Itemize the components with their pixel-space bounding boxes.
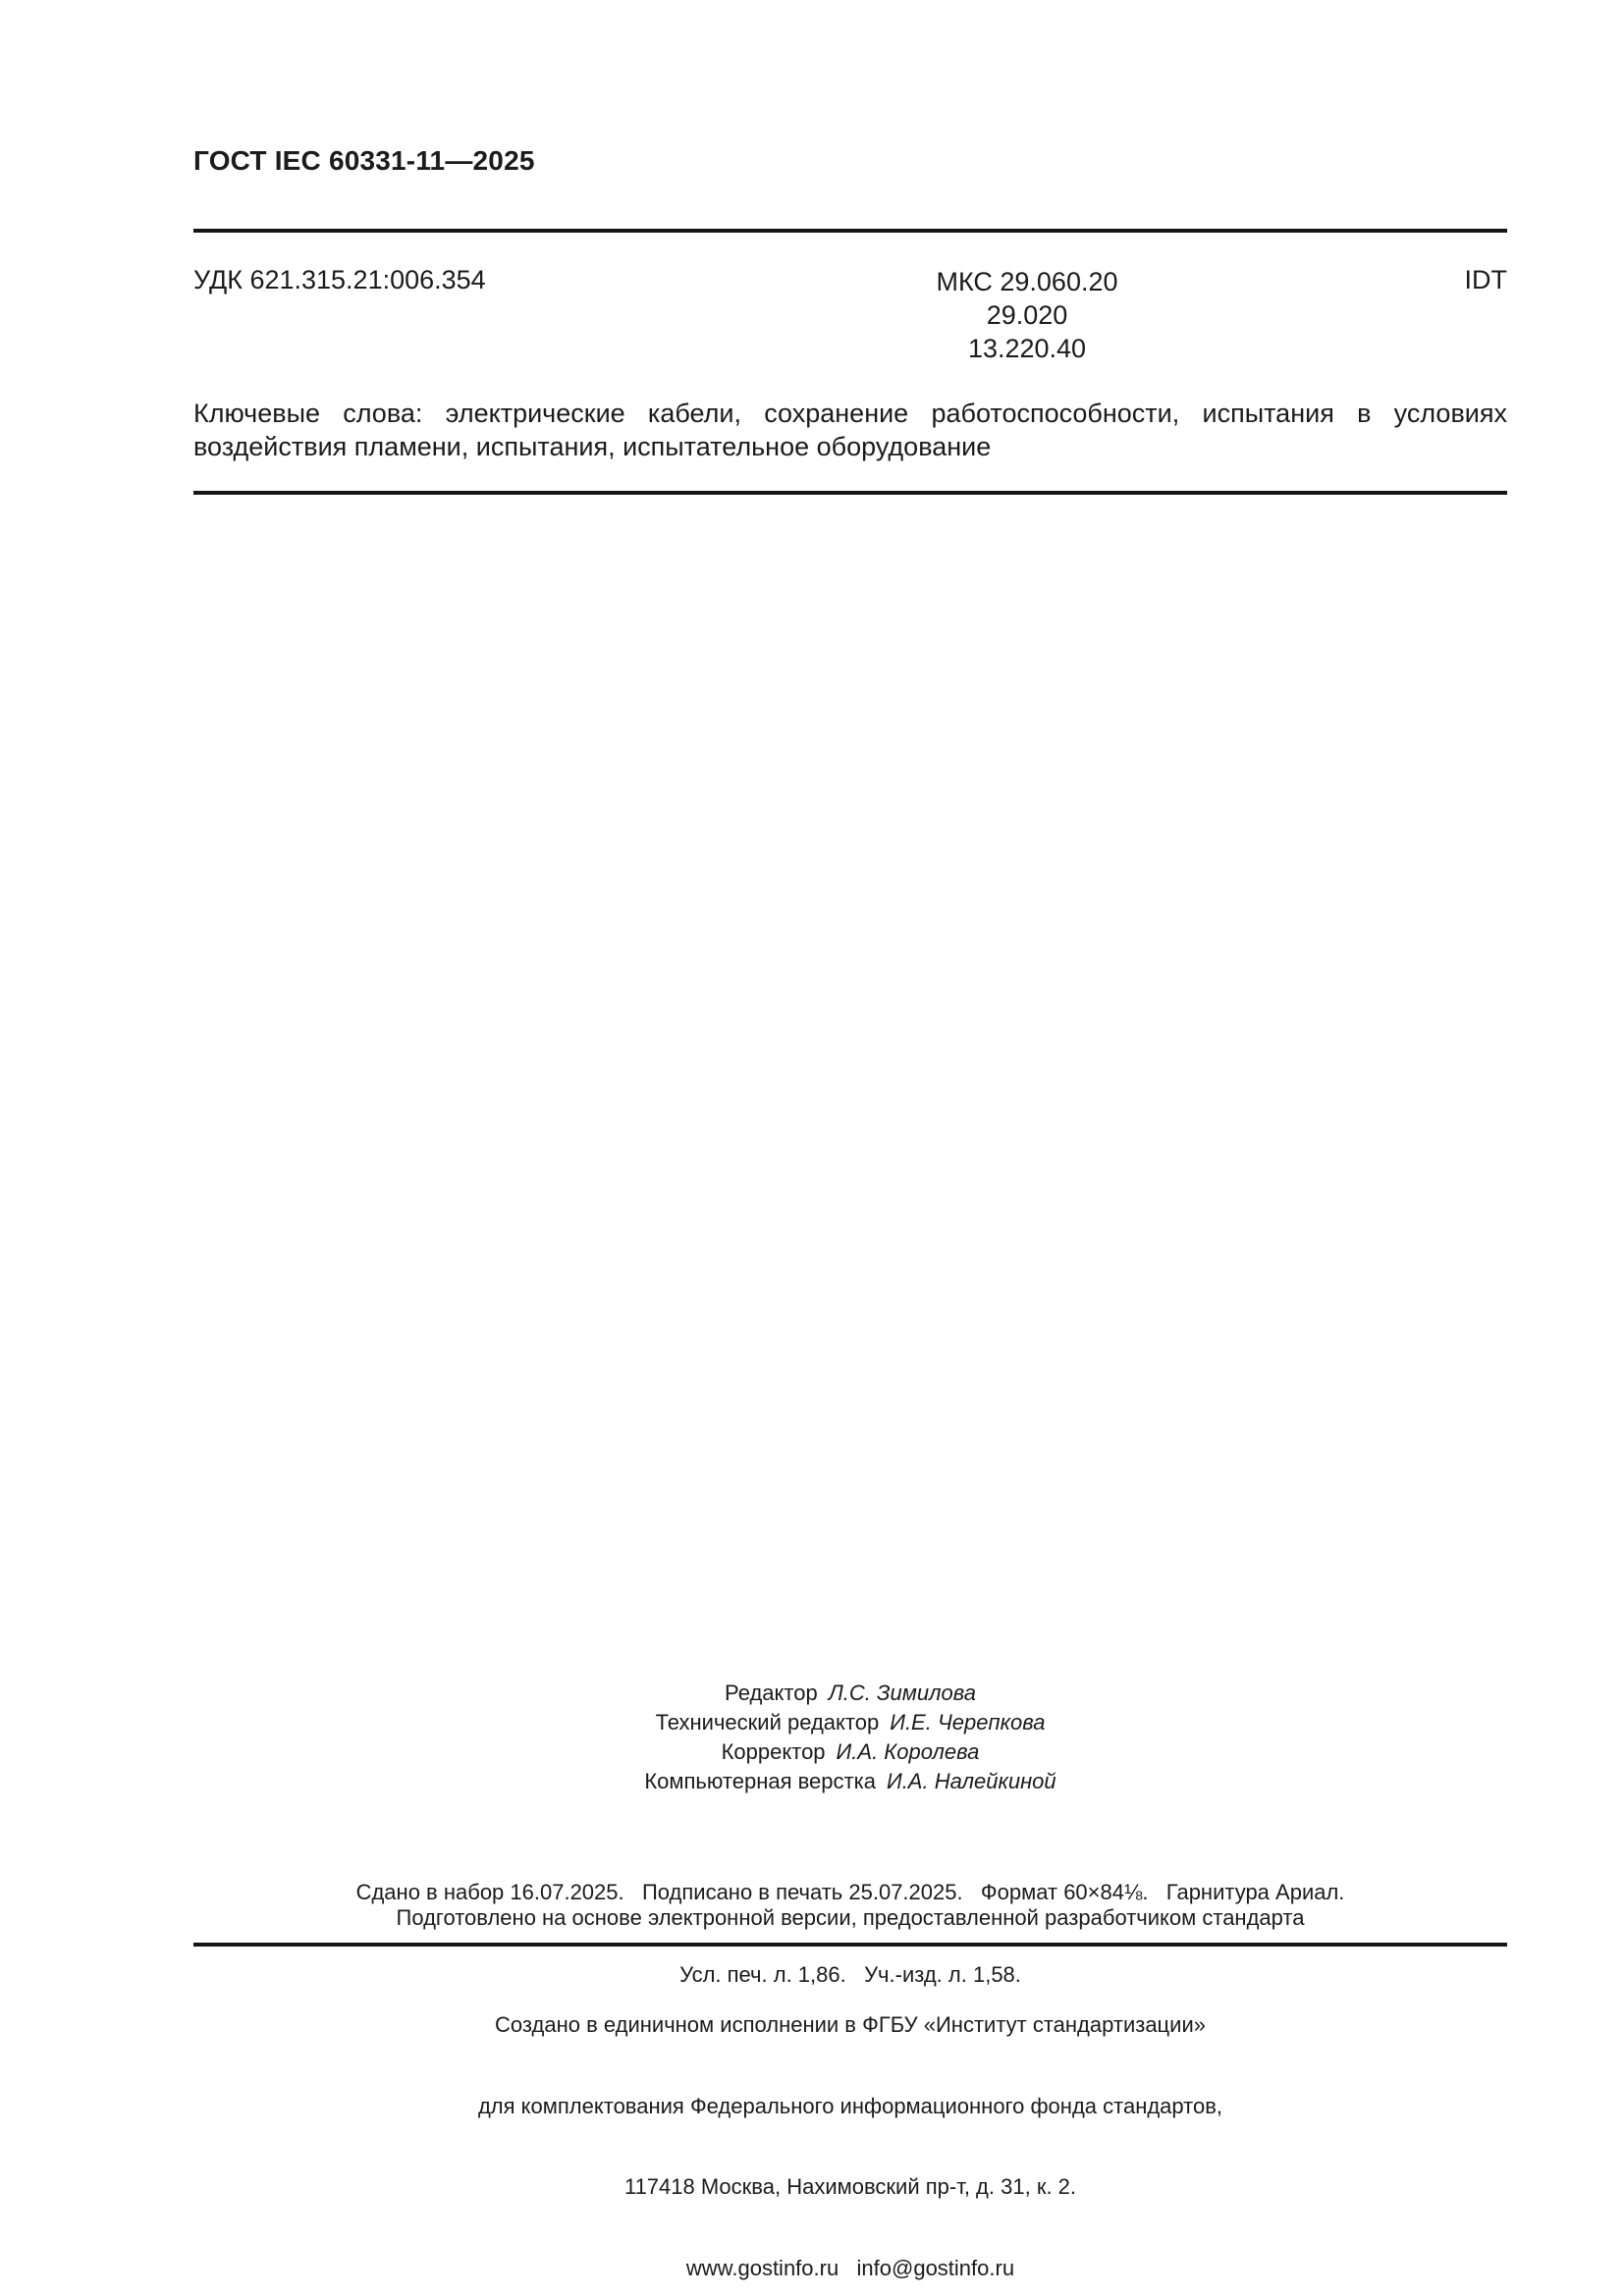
header-divider [193, 229, 1507, 233]
staff-role: Компьютерная верстка [644, 1769, 876, 1793]
mks-codes [880, 265, 1174, 365]
staff-name: Л.С. Зимилова [828, 1681, 976, 1705]
udc-code: УДК 621.315.21:006.354 [193, 265, 486, 294]
staff-line [193, 1737, 1507, 1767]
imprint-line: Сдано в набор 16.07.2025. Подписано в печать 25.07.2025. Формат 60×84⅛. Гарнитура Ариал. [355, 1880, 1345, 1904]
publisher-info [193, 1957, 1507, 2296]
staff-role: Корректор [721, 1739, 826, 1764]
staff-name: И.А. Налейкиной [886, 1769, 1056, 1793]
staff-name: И.А. Королева [836, 1739, 980, 1764]
keywords-divider [193, 491, 1507, 495]
prepared-note: Подготовлено на основе электронной версии, предоставленной разработчиком стандарта [396, 1905, 1305, 1930]
publisher-line: Создано в единичном исполнении в ФГБУ «Институт стандартизации» [495, 2012, 1206, 2037]
doc-code-header: ГОСТ IEC 60331-11—2025 [193, 145, 535, 176]
mks-line: МКС 29.060.20 [936, 267, 1118, 296]
staff-name: И.Е. Черепкова [890, 1710, 1046, 1735]
publisher-line: для комплектования Федерального информационного фонда стандартов, [477, 2093, 1223, 2118]
mks-line: 13.220.40 [967, 334, 1087, 363]
footer-divider [193, 1943, 1507, 1947]
editorial-staff [193, 1679, 1507, 1796]
keywords-line: Ключевые слова: электрические кабели, сохранение работоспособности, испытания в условиях [193, 399, 1507, 428]
staff-role: Редактор [725, 1681, 818, 1705]
mks-line: 29.020 [986, 300, 1068, 330]
staff-line [193, 1767, 1507, 1796]
keywords-paragraph [193, 397, 1507, 463]
publisher-line: 117418 Москва, Нахимовский пр-т, д. 31, к. 2. [623, 2174, 1077, 2199]
staff-line [193, 1708, 1507, 1737]
keywords-line: воздействия пламени, испытания, испытательное оборудование [193, 432, 992, 461]
idt-label: IDT [1464, 265, 1507, 294]
publisher-line: www.gostinfo.ru info@gostinfo.ru [685, 2255, 1015, 2280]
staff-line [193, 1679, 1507, 1708]
staff-role: Технический редактор [655, 1710, 880, 1735]
imprint-line: Усл. печ. л. 1,86. Уч.-изд. л. 1,58. [679, 1962, 1021, 1987]
